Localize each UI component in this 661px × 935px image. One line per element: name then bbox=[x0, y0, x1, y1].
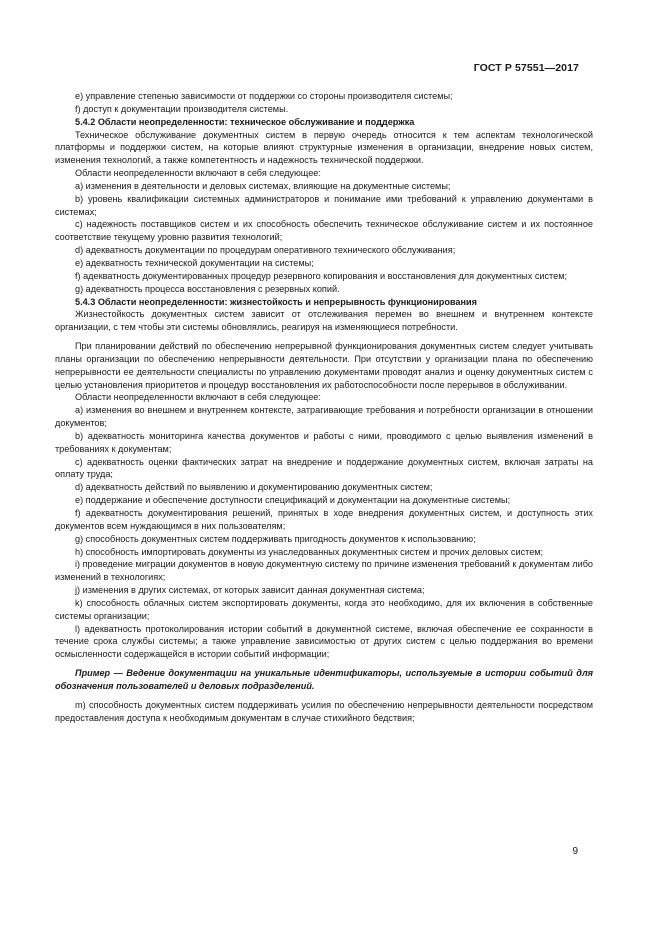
list-item-i: i) проведение миграции документов в новую документную систему по причине изменения требований к документам либо изменений в технологиях; bbox=[55, 559, 593, 583]
list-item-c: c) адекватность оценки фактических затрат на внедрение и поддержание документных систем, включая затраты на оплату труда; bbox=[55, 456, 593, 480]
list-item-e: e) управление степенью зависимости от поддержки со стороны производителя системы; bbox=[75, 91, 453, 101]
example-note: Пример — Ведение документации на уникальные идентификаторы, используемые в истории событий для обозначения пользователей и деловых подразделений. bbox=[55, 668, 593, 691]
document-code: ГОСТ Р 57551—2017 bbox=[473, 62, 579, 74]
list-item-e: e) поддержание и обеспечение доступности спецификаций и документации на документные системы; bbox=[75, 495, 511, 506]
list-item-d: d) адекватность документации по процедурам оперативного технического обслуживания; bbox=[75, 245, 456, 256]
body-paragraph: При планировании действий по обеспечению непрерывной функционирования документных систем следует учитывать планы организации по обеспечению непрерывности деятельности. При отсутствии у организации плана по обеспечению непрерывности ее деятельности специалисты по управлению документами проводят анализ и оценку документных систем с целью установления приоритетов и процедур восстановления их работоспособности после перерывов в обслуживании. bbox=[55, 341, 593, 390]
list-item-g: g) адекватность процесса восстановления с резервных копий. bbox=[75, 283, 340, 294]
list-item-h: h) способность импортировать документы из унаследованных документных систем и прочих деловых систем; bbox=[75, 546, 544, 557]
list-item-c: c) надежность поставщиков систем и их способность обеспечить техническое обслуживание систем и их постоянное соответствие текущему уровню развития технологий; bbox=[55, 219, 593, 243]
list-item-m: m) способность документных систем поддерживать усилия по обеспечению непрерывности деятельности посредством предоставления доступа к необходимым документам в случае стихийного бедствия; bbox=[55, 699, 593, 723]
list-item-g: g) способность документных систем поддерживать пригодность документов к использованию; bbox=[75, 533, 476, 544]
body-paragraph: Техническое обслуживание документных систем в первую очередь относится к тем аспектам технологической платформы и поддержки систем, на которые влияют структурные изменения в организации, внедрение новых систем, изменения технологий, а также компетентность и надежность технической поддержки. bbox=[55, 129, 593, 166]
list-item-f: f) адекватность документирования решений, принятых в ходе внедрения документных систем, и доступность этих документов всем нуждающимся в них пользователям; bbox=[55, 508, 593, 531]
list-item-f: f) доступ к документации производителя системы. bbox=[75, 103, 289, 114]
list-item-k: k) способность облачных систем экспортировать документы, когда это необходимо, для их включения в собственные системы организации; bbox=[55, 597, 593, 621]
section-heading-5-4-2: 5.4.2 Области неопределенности: техническое обслуживание и поддержка bbox=[75, 116, 415, 127]
body-paragraph: Области неопределенности включают в себя следующее: bbox=[75, 168, 321, 179]
list-item-j: j) изменения в других системах, от которых зависит данная документная система; bbox=[75, 585, 425, 596]
list-item-l: l) адекватность протоколирования истории событий в документной системе, включая обеспечение ее сохранности в течение срока службы системы; а также управление зависимостью от других систем с целью поддержания во времени осмысленности содержащейся в истории событий информации; bbox=[55, 623, 593, 660]
body-paragraph: Области неопределенности включают в себя следующее: bbox=[75, 392, 321, 403]
list-item-b: b) уровень квалификации системных администраторов и понимание ими требований к управлению документами в системах; bbox=[55, 193, 593, 217]
section-heading-5-4-3: 5.4.3 Области неопределенности: жизнестойкость и непрерывность функционирования bbox=[75, 296, 477, 307]
page-number: 9 bbox=[572, 846, 578, 857]
list-item-f: f) адекватность документированных процедур резервного копирования и восстановления для документных систем; bbox=[75, 270, 568, 281]
list-item-d: d) адекватность действий по выявлению и документированию документных систем; bbox=[75, 482, 433, 493]
body-paragraph: Жизнестойкость документных систем зависит от отслеживания перемен во внешнем и внутреннем контексте организации, с тем чтобы эти системы обновлялись, реагируя на изменяющиеся потребности. bbox=[55, 309, 593, 333]
list-item-b: b) адекватность мониторинга качества документов и работы с ними, проводимого с целью выявления изменений в требованиях к документам; bbox=[55, 430, 593, 454]
list-item-a: a) изменения во внешнем и внутреннем контексте, затрагивающие требования и потребности организации в отношении документов; bbox=[55, 405, 593, 429]
document-body bbox=[55, 90, 593, 725]
list-item-e: e) адекватность технической документации на системы; bbox=[75, 257, 314, 268]
list-item-a: a) изменения в деятельности и деловых системах, влияющие на документные системы; bbox=[75, 180, 451, 191]
